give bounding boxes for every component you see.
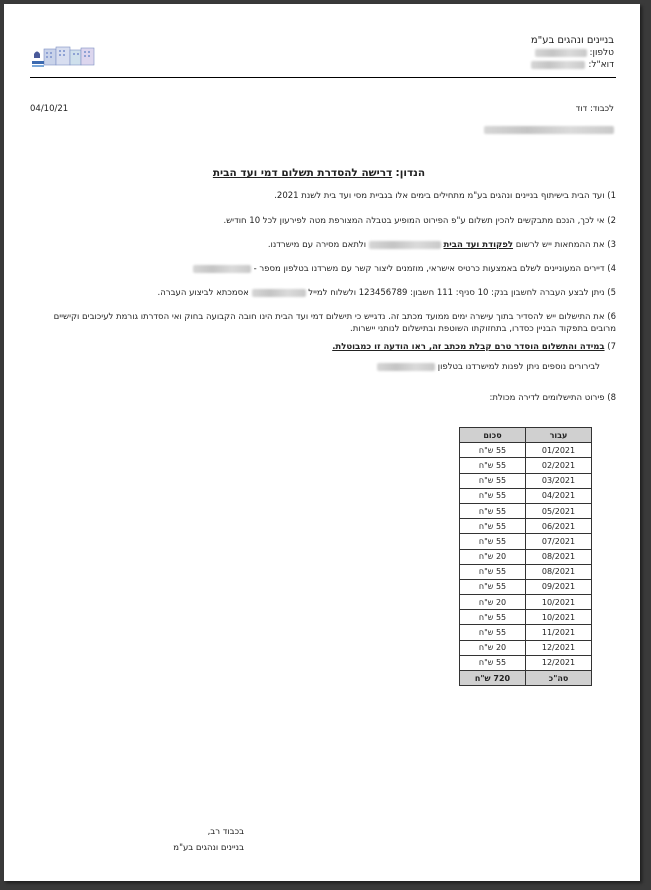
phone-label: טלפון: xyxy=(589,48,614,58)
item-5-suffix: אסמכתא לביצוע העברה. xyxy=(157,288,249,298)
table-row xyxy=(460,655,592,670)
email-label: דוא"ל: xyxy=(588,60,614,70)
item-7-followup-text: לבירורים נוספים ניתן לפנות למישרדנו בטלפון xyxy=(437,362,600,372)
item-3-suffix: ולתאם מסירה עם מישרדנו. xyxy=(267,240,367,250)
closing-block xyxy=(144,826,244,854)
row-period: 02/2021 xyxy=(526,458,592,473)
recipient-address-redacted xyxy=(484,119,614,138)
item-7-number: 7) xyxy=(607,342,616,352)
row-period: 05/2021 xyxy=(526,503,592,518)
item-7 xyxy=(26,341,616,353)
table-row xyxy=(460,610,592,625)
closing-line-2: בניינים ונהגים בע"מ xyxy=(173,843,244,853)
total-amount: 720 ש"ח xyxy=(460,671,526,686)
item-7-followup xyxy=(10,361,600,373)
row-amount: 55 ש"ח xyxy=(460,488,526,503)
row-amount: 20 ש"ח xyxy=(460,549,526,564)
table-row xyxy=(460,625,592,640)
item-5-text: 5) ניתן לבצע העברה לחשבון בנק: 10 סניף: 111 חשבון: 123456789 ולשלוח למייל xyxy=(308,288,616,298)
row-period: 09/2021 xyxy=(526,579,592,594)
table-row xyxy=(460,534,592,549)
row-amount: 55 ש"ח xyxy=(460,534,526,549)
row-amount: 55 ש"ח xyxy=(460,564,526,579)
table-row xyxy=(460,519,592,534)
phone-redacted xyxy=(535,49,587,57)
subject-prefix: הנדון: xyxy=(395,167,426,179)
item-3 xyxy=(26,239,616,251)
payments-table xyxy=(459,427,592,686)
item-5 xyxy=(26,287,616,299)
row-amount: 20 ש"ח xyxy=(460,595,526,610)
row-period: 07/2021 xyxy=(526,534,592,549)
row-amount: 55 ש"ח xyxy=(460,473,526,488)
closing-line-1: בכבוד רב, xyxy=(207,827,244,837)
header-amount: סכום xyxy=(460,428,526,443)
company-header xyxy=(531,35,614,71)
subject-title: דרישה להסדרת תשלום דמי ועד הבית xyxy=(212,167,393,179)
letter-page xyxy=(4,4,640,881)
email-redacted xyxy=(531,61,585,69)
row-amount: 55 ש"ח xyxy=(460,458,526,473)
row-period: 03/2021 xyxy=(526,473,592,488)
table-row xyxy=(460,488,592,503)
email-line xyxy=(531,59,614,71)
row-period: 12/2021 xyxy=(526,640,592,655)
table-row xyxy=(460,458,592,473)
table-row xyxy=(460,579,592,594)
item-1: 1) ועד הבית בישיתוף בניינים ונהגים בע"מ מתחילים בימים אלו בגביית מסי ועד בית לשנת 2021. xyxy=(274,191,616,201)
row-amount: 55 ש"ח xyxy=(460,579,526,594)
table-total-row xyxy=(460,671,592,686)
item-7-bold: במידה והתשלום הוסדר טרם קבלת מכתב זה, ראו הודעה זו כמבוטלת. xyxy=(332,342,605,352)
row-amount: 55 ש"ח xyxy=(460,655,526,670)
row-amount: 55 ש"ח xyxy=(460,503,526,518)
row-period: 04/2021 xyxy=(526,488,592,503)
row-amount: 20 ש"ח xyxy=(460,640,526,655)
item-4 xyxy=(26,263,616,275)
table-header-row xyxy=(460,428,592,443)
item-3-redacted xyxy=(369,241,441,249)
row-period: 12/2021 xyxy=(526,655,592,670)
row-period: 11/2021 xyxy=(526,625,592,640)
header-divider xyxy=(30,77,616,78)
total-label: סה"כ xyxy=(526,671,592,686)
phone-line xyxy=(531,47,614,59)
row-amount: 55 ש"ח xyxy=(460,610,526,625)
subject-line xyxy=(24,166,614,180)
building-logo-icon xyxy=(30,44,98,70)
table-row xyxy=(460,564,592,579)
item-3-text: 3) את ההמחאות ייש לרשום xyxy=(515,240,616,250)
item-7-phone-redacted xyxy=(377,363,435,371)
item-4-redacted xyxy=(193,265,251,273)
table-row xyxy=(460,473,592,488)
item-2: 2) אי לכך, הנכם מתבקשים להכין תשלום ע"פ הפירוט המופיע בטבלה המצורפת מטה לפירעון לכל 10 חודיש. xyxy=(223,216,616,226)
row-period: 10/2021 xyxy=(526,595,592,610)
table-row xyxy=(460,549,592,564)
row-period: 08/2021 xyxy=(526,549,592,564)
table-row xyxy=(460,640,592,655)
table-row xyxy=(460,595,592,610)
row-amount: 55 ש"ח xyxy=(460,519,526,534)
item-8: 8) פירוט התישלומים לדירה מכולת: xyxy=(489,393,616,403)
header-for: עבור xyxy=(526,428,592,443)
item-5-redacted xyxy=(252,289,306,297)
recipient: לכבוד: דוד xyxy=(575,104,614,114)
row-period: 08/2021 xyxy=(526,564,592,579)
row-amount: 55 ש"ח xyxy=(460,443,526,458)
table-row xyxy=(460,503,592,518)
table-row xyxy=(460,443,592,458)
item-6: 6) את התישלום ייש להסדיר בתוך עישרה ימים ממועד מכתב זה. נדגייש כי תישלום דמי ועד הבית הינו חובה הקבועה בחוק ואי הסדרתו גורמת לעיכובים וקישיים מרובים בתפקוד הבניין כסדרו, בתחזוקתו השוטפת ובתישלום לנותני יישרות. xyxy=(53,312,616,334)
row-amount: 55 ש"ח xyxy=(460,625,526,640)
company-name: בניינים ונהגים בע"מ xyxy=(530,35,614,46)
row-period: 01/2021 xyxy=(526,443,592,458)
item-4-text: 4) דיירים המעוניינים לשלם באמצעות כרטיס אישראי, מוזמנים ליצור קשר עם משרדנו בטלפון מספר - xyxy=(253,264,616,274)
row-period: 10/2021 xyxy=(526,610,592,625)
item-3-underlined: לפקודת ועד הבית xyxy=(443,240,514,250)
row-period: 06/2021 xyxy=(526,519,592,534)
letter-date: 04/10/21 xyxy=(30,104,69,114)
